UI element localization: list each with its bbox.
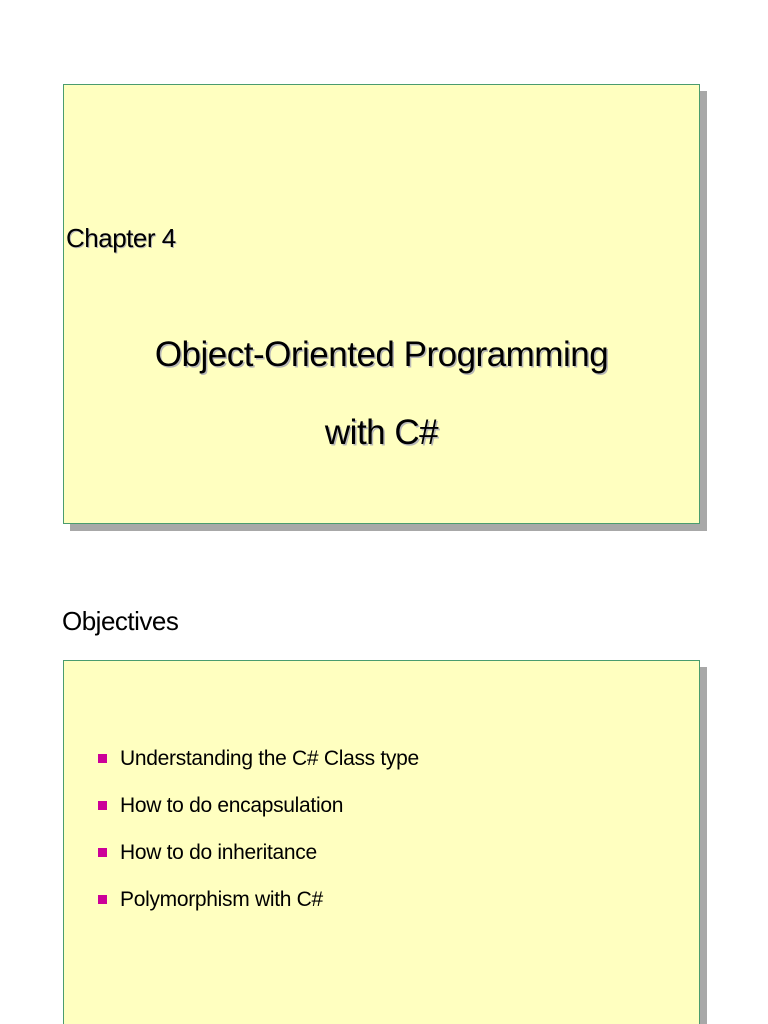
- list-item: [98, 735, 419, 782]
- list-item-text: Understanding the C# Class type: [120, 746, 419, 770]
- list-item: [98, 782, 419, 829]
- square-bullet-icon: [98, 801, 107, 810]
- square-bullet-icon: [98, 848, 107, 857]
- list-item-text: How to do encapsulation: [120, 793, 344, 817]
- list-item-text: How to do inheritance: [120, 840, 317, 864]
- objectives-heading: Objectives: [62, 606, 179, 636]
- objectives-slide: [63, 660, 700, 1024]
- square-bullet-icon: [98, 754, 107, 763]
- slide-title-line-2: with C#: [324, 413, 439, 452]
- list-item: [98, 876, 419, 923]
- list-item: [98, 829, 419, 876]
- square-bullet-icon: [98, 895, 107, 904]
- chapter-label: Chapter 4: [66, 223, 176, 253]
- objectives-list: [98, 735, 419, 923]
- list-item-text: Polymorphism with C#: [120, 887, 323, 911]
- title-slide: [63, 84, 700, 524]
- slide-title-line-1: Object-Oriented Programming: [154, 335, 609, 374]
